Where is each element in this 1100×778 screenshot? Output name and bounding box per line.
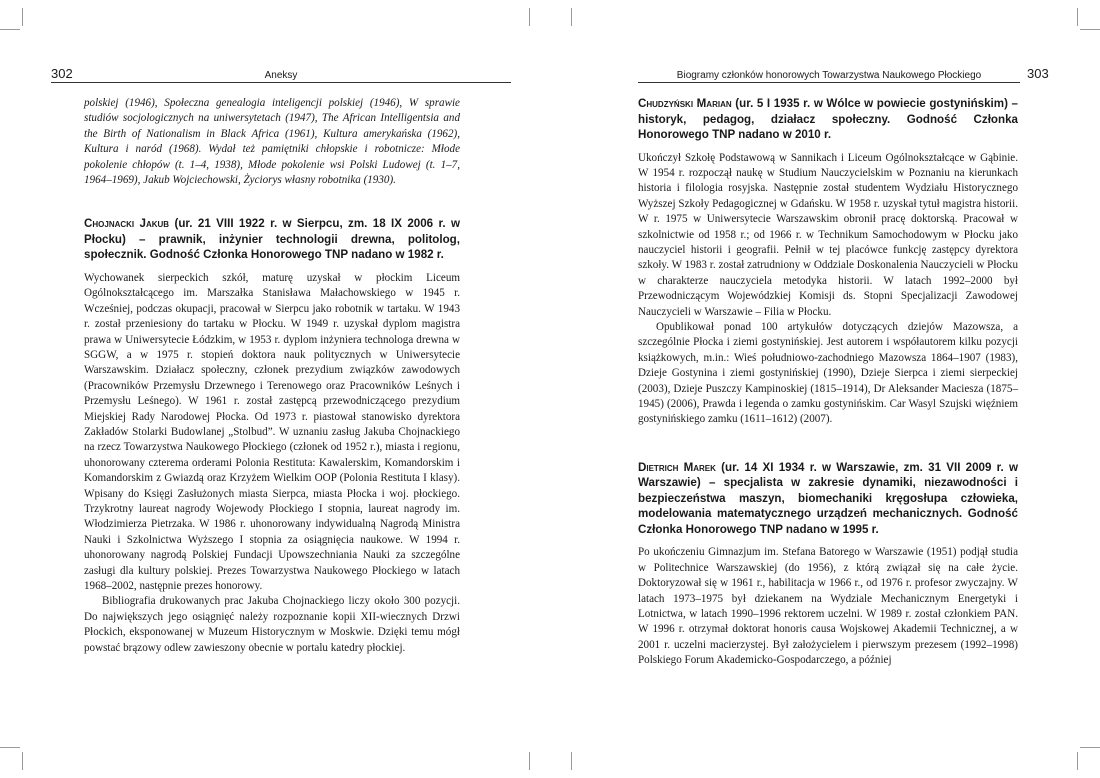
entry-paragraph: Opublikował ponad 100 artykułów dotyczących dziejów Mazowsza, a szczególnie Płocka i ziemi gostynińskiej. Jest autorem i współautorem kilku pozycji książkowych, m.in.: Wieś południowo-zachodniego Mazowsza 1864–1907 (1983), Dzieje Gostynina i ziemi gostynińskiej (1990), Dzieje Sierpca i ziemi sierpeckiej (2003), Dzieje Puszczy Kampinoskiej (1815–1914), Dr Aleksander Maciesza (1875–1945) (2006), Prawda i legenda o zamku gostynińskim. Car Wasyl Szujski więźniem gostynińskiego zamku (1611–1612) (2007). bbox=[638, 320, 1018, 426]
page-number: 303 bbox=[1027, 66, 1049, 81]
intro-paragraph: polskiej (1946), Społeczna genealogia inteligencji polskiej (1946), W sprawie studiów socjologicznych na uniwersytetach (1947), The African Intelligentsia and the Birth of Nationalism in Black Africa (1961), Kultura amerykańska (1962), Kultura i naród (1968). Wydał też pamiętniki chłopskie i robotnicze: Młode pokolenie chłopów (t. 1–4, 1938), Młode pokolenie wsi Polski Ludowej (t. 1–7, 1964–1969), Jakub Wojciechowski, Życiorys własny robotnika (1930). bbox=[84, 97, 460, 187]
entry-paragraph: Wychowanek sierpeckich szkół, maturę uzyskał w płockim Liceum Ogólnokształcącego im. Marszałka Stanisława Małachowskiego w 1945 r. Wcześniej, podczas okupacji, pracował w Sierpcu jako robotnik w tartaku. W 1943 r. został przeniesiony do tartaku w Płocku. W 1949 r. uzyskał dyplom magistra prawa w Uniwersytecie Łódzkim, w 1953 r. dyplom inżyniera technologa drewna w SGGW, a w 1975 r. stopień doktora nauk politycznych w Uniwersytecie Warszawskim. Działacz społeczny, członek prezydium związków zawodowych (Pracowników Przemysłu Drzewnego i Terenowego oraz Pracowników Leśnych i Przemysłu Leśnego). W 1961 r. został zastępcą przewodniczącego prezydium Miejskiej Rady Narodowej Płocka. Od 1973 r. piastował stanowisko dyrektora Zakładów Stolarki Budowlanej „Stolbud”. W uznaniu zasług Jakuba Chojnackiego na rzecz Towarzystwa Naukowego Płockiego (członek od 1952 r.), miasta i regionu, uhonorowany czterema orderami Polonia Restituta: Kawalerskim, Komandorskim i Komandorskim z Gwiazdą oraz Krzyżem Wielkim OOP (Polonia Restituta I klasy). Wpisany do Księgi Zasłużonych miasta Sierpca, miasta Płocka i woj. płockiego. Trzykrotny laureat nagrody Wojewody Płockiego I stopnia, laureat nagrody im. Włodzimierza Pietrzaka. W 1986 r. uhonorowany indywidualną Nagrodą Ministra Nauki i Szkolnictwa Wyższego I stopnia za osiągnięcia naukowe. W 1994 r. uhonorowany nagrodą Polskiej Fundacji Upowszechniania Nauki za szczególne zasługi dla kultury polskiej. Prezes Towarzystwa Naukowego Płockiego w latach 1968–2002, następnie prezes honorowy. bbox=[84, 271, 460, 593]
entry-paragraph: Po ukończeniu Gimnazjum im. Stefana Batorego w Warszawie (1951) podjął studia w Politechnice Warszawskiej (do 1956), z którą związał się na całe życie. Doktoryzował się w 1961 r., habilitacja w 1966 r., od 1976 r. profesor zwyczajny. W latach 1973–1975 był dziekanem na Wydziale Mechanicznym Energetyki i Lotnictwa, w latach 1990–1996 rektorem uczelni. W 1989 r. został członkiem PAN. W 1996 r. otrzymał doktorat honoris causa Wojskowej Akademii Technicznej, a w 2001 r. uczelni macierzystej. Był założycielem i pierwszym prezesem (1992–1998) Polskiego Forum Akademicko-Gospodarczego, a później bbox=[638, 546, 1018, 667]
entry-heading-text: (ur. 21 VIII 1922 r. w Sierpcu, zm. 18 IX 2006 r. w Płocku) – prawnik, inżynier technologii drewna, politolog, społecznik. Godność Członka Honorowego TNP nadano w 1982 r. bbox=[84, 217, 460, 262]
running-head-title: Aneksy bbox=[264, 70, 298, 81]
running-head bbox=[638, 66, 1020, 83]
entry-heading bbox=[638, 96, 1018, 143]
entry-name: Chojnacki Jakub bbox=[84, 217, 170, 231]
entry-paragraph: Ukończył Szkołę Podstawową w Sannikach i Liceum Ogólnokształcące w Gąbinie. W 1954 r. rozpoczął naukę w Studium Nauczycielskim w Poznaniu na kierunkach historia i filologia rosyjska. Następnie został studentem Wydziału Historycznego Wyższej Szkoły Pedagogicznej w Gdańsku. W 1958 r. uzyskał tytuł magistra historii. W r. 1975 w Uniwersytecie Warszawskim obronił pracę doktorską. Pracował w szkolnictwie od 1958 r.; od 1966 r. w Technikum Samochodowym w Płocku jako nauczyciel historii i geografii. Pełnił w tej placówce funkcję zastępcy dyrektora szkoły. W 1983 r. został zatrudniony w Oddziale Doskonalenia Nauczycieli w Płocku w charakterze nauczyciela metodyka historii. W latach 1992–2000 był Przewodniczącym Wojewódzkiej Komisji ds. Stopni Specjalizacji Zawodowej Nauczycieli w Warszawie – Filia w Płocku. bbox=[638, 151, 1018, 318]
entry-name: Chudzyński Marian bbox=[638, 97, 732, 110]
entry-paragraph: Bibliografia drukowanych prac Jakuba Chojnackiego liczy około 300 pozycji. Do największych jego osiągnięć należy rozpoznanie kopii XII-wiecznych Drzwi Płockich, eksponowanej w Muzeum Historycznym w Moskwie. Dzięki temu mógł powstać brązowy odlew zawieszony obecnie w portalu katedry płockiej. bbox=[84, 595, 460, 654]
entry-heading bbox=[638, 460, 1018, 538]
entry-heading-text: (ur. 14 XI 1934 r. w Warszawie, zm. 31 VII 2009 r. w Warszawie) – specjalista w zakresie dynamiki, niezawodności i bezpieczeństwa maszyn, biomechaniki kręgosłupa człowieka, modelowania matematycznego urządzeń mechanicznych. Godność Członka Honorowego TNP nadano w 1995 r. bbox=[638, 460, 1018, 536]
text-column bbox=[638, 96, 1018, 669]
running-head-title: Biogramy członków honorowych Towarzystwa Naukowego Płockiego bbox=[676, 70, 982, 81]
entry-name: Dietrich Marek bbox=[638, 460, 716, 474]
entry-heading-text: (ur. 5 I 1935 r. w Wólce w powiecie gostynińskim) – historyk, pedagog, działacz społeczny. Godność Członka Honorowego TNP nadano w 2010 r. bbox=[638, 97, 1018, 141]
page-number: 302 bbox=[51, 66, 73, 81]
